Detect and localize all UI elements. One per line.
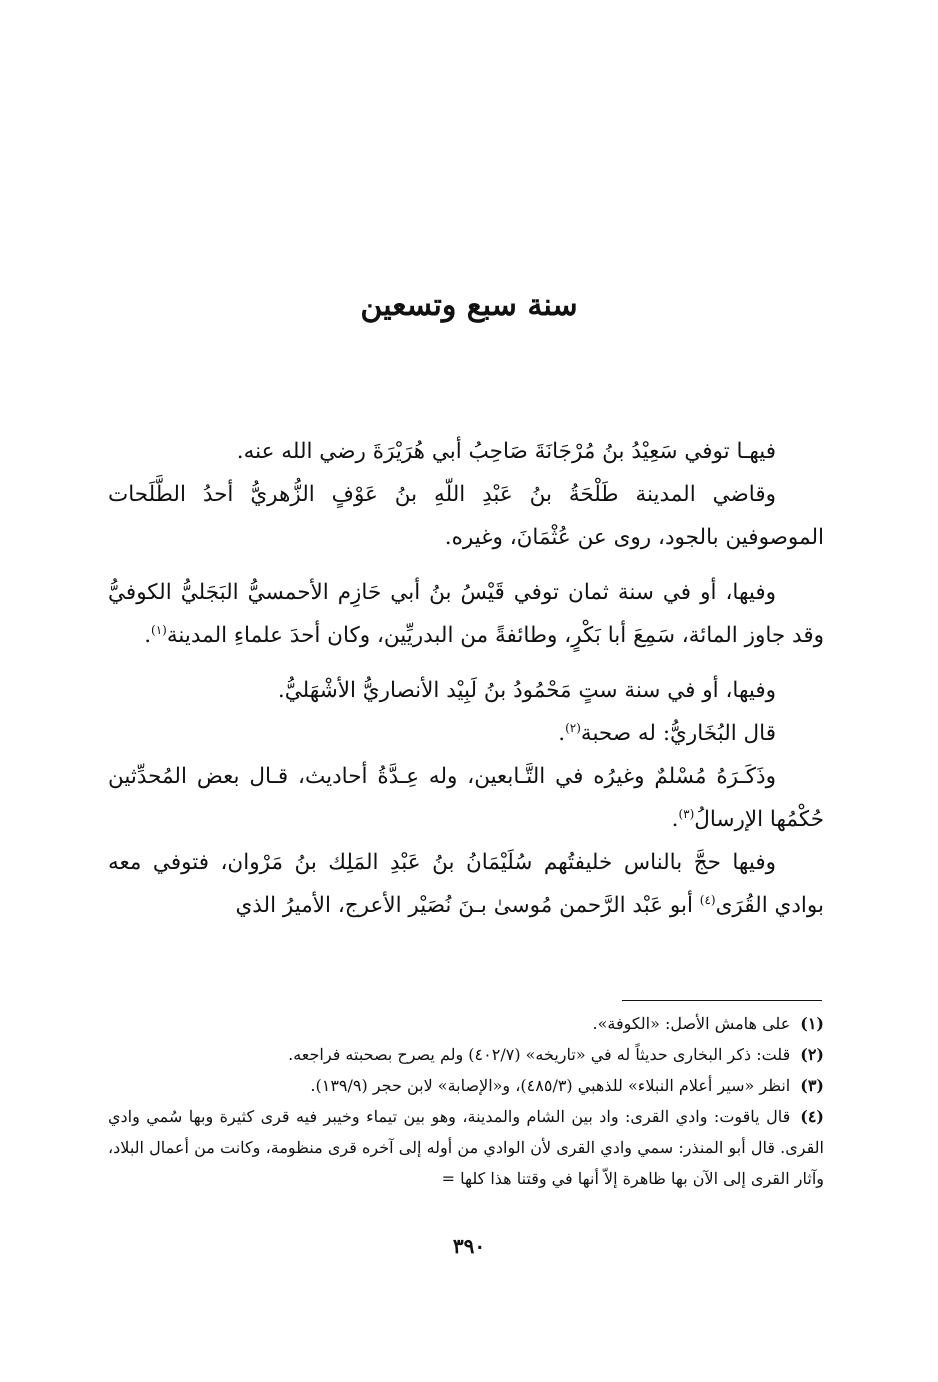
footnote-3-number: (٣) (800, 1076, 824, 1095)
footnote-marker-1: (١) (151, 622, 167, 637)
paragraph-6-text: وذَكَـرَهُ مُسْلمٌ وغيرُه في التَّـابعين، وله عِـدَّةُ أحاديث، قـال بعض المُحدِّثين حُكْمُها الإرسالُ (108, 764, 824, 832)
paragraph-3-text: وفيها، أو في سنة ثمان توفي قَيْسُ بنُ أبي حَازِم الأحمسيُّ البَجَليُّ الكوفيُّ وقد جاوز المائة، سَمِعَ أبا بَكْرٍ، وطائفةً من البدريِّين، وكان أحدَ علماءِ المدينة (108, 580, 824, 648)
footnote-3 (108, 1070, 824, 1101)
footnote-marker-3: (٣) (678, 806, 695, 821)
footnote-marker-2: (٢) (565, 720, 581, 735)
footnote-separator (622, 1000, 822, 1001)
footnote-1-text: على هامش الأصل: «الكوفة». (592, 1014, 791, 1033)
main-text (108, 430, 824, 927)
paragraph-7-text: وفيها حجَّ بالناس خليفتُهم سُلَيْمَانُ بنُ عَبْدِ المَلِك بنُ مَرْوان، فتوفي معه بوادي القُرَى (108, 850, 824, 918)
footnote-1-number: (١) (800, 1014, 824, 1033)
footnote-2 (108, 1039, 824, 1070)
paragraph-5: قال البُخَاريُّ: له صحبة$^{(٢)}$. (558, 720, 776, 746)
paragraph-6: وذَكَـرَهُ مُسْلمٌ وغيرُه في التَّـابعين، وله عِـدَّةُ أحاديث، قـال بعض المُحدِّثين حُكْمُها الإرسالُ$^{(٣)}$. (108, 764, 824, 832)
paragraph-2: وقاضي المدينة طَلْحَةُ بنُ عَبْدِ اللّهِ بنُ عَوْفٍ الزُّهريُّ أحدُ الطَّلَحات الموصوفين بالجود، روى عن عُثْمَانَ، وغيره. (108, 482, 824, 550)
footnote-4 (108, 1101, 824, 1194)
paragraph-4: وفيها، أو في سنة ستٍ مَحْمُودُ بنُ لَبِيْد الأنصاريُّ الأشْهَليُّ. (277, 678, 776, 703)
footnote-3-text: انظر «سير أعلام النبلاء» للذهبي (٤٨٥/٣)، و«الإصابة» لابن حجر (١٣٩/٩). (310, 1076, 791, 1095)
paragraph-7 (108, 841, 824, 927)
chapter-title: سنة سبع وتسعين (360, 288, 578, 323)
footnote-1 (108, 1008, 824, 1039)
paragraph-1: فيهـا توفي سَعِيْدُ بنُ مُرْجَانَةَ صَاحِبُ أبي هُرَيْرَةَ رضي الله عنه. (236, 439, 776, 464)
paragraph-3: وفيها، أو في سنة ثمان توفي قَيْسُ بنُ أبي حَازِم الأحمسيُّ البَجَليُّ الكوفيُّ وقد جاوز المائة، سَمِعَ أبا بَكْرٍ، وطائفةً من البدريِّين، وكان أحدَ علماءِ المدينة$^{(١)}$. (108, 580, 824, 648)
page-number: ٣٩٠ (452, 1234, 486, 1258)
footnote-marker-4: (٤) (699, 892, 716, 907)
footnote-2-number: (٢) (800, 1045, 824, 1064)
footnotes (108, 1008, 824, 1194)
paragraph-7-continuation: أبو عَبْد الرَّحمن مُوسىٰ بـنَ نُصَيْر الأعرج، الأميرُ الذي (235, 893, 693, 918)
footnote-2-text: قلت: ذكر البخارى حديثاً له في «تاريخه» (٤٠٢/٧) ولم يصرح بصحبته فراجعه. (288, 1045, 791, 1064)
footnote-4-text: قال ياقوت: وادي القرى: واد بين الشام والمدينة، وهو بين تيماء وخيبر فيه قرى كثيرة وبها سُمي وادي القرى. قال أبو المنذر: سمي وادي القرى لأن الوادي من أوله إلى آخره قرى منظومة، وكانت من أعمال البلاد، وآثار القرى إلى الآن بها ظاهرة إلاّ أنها في وقتنا هذا كلها = (108, 1107, 824, 1188)
paragraph-5-text: قال البُخَاريُّ: له صحبة (580, 721, 776, 746)
footnote-4-number: (٤) (800, 1107, 824, 1126)
